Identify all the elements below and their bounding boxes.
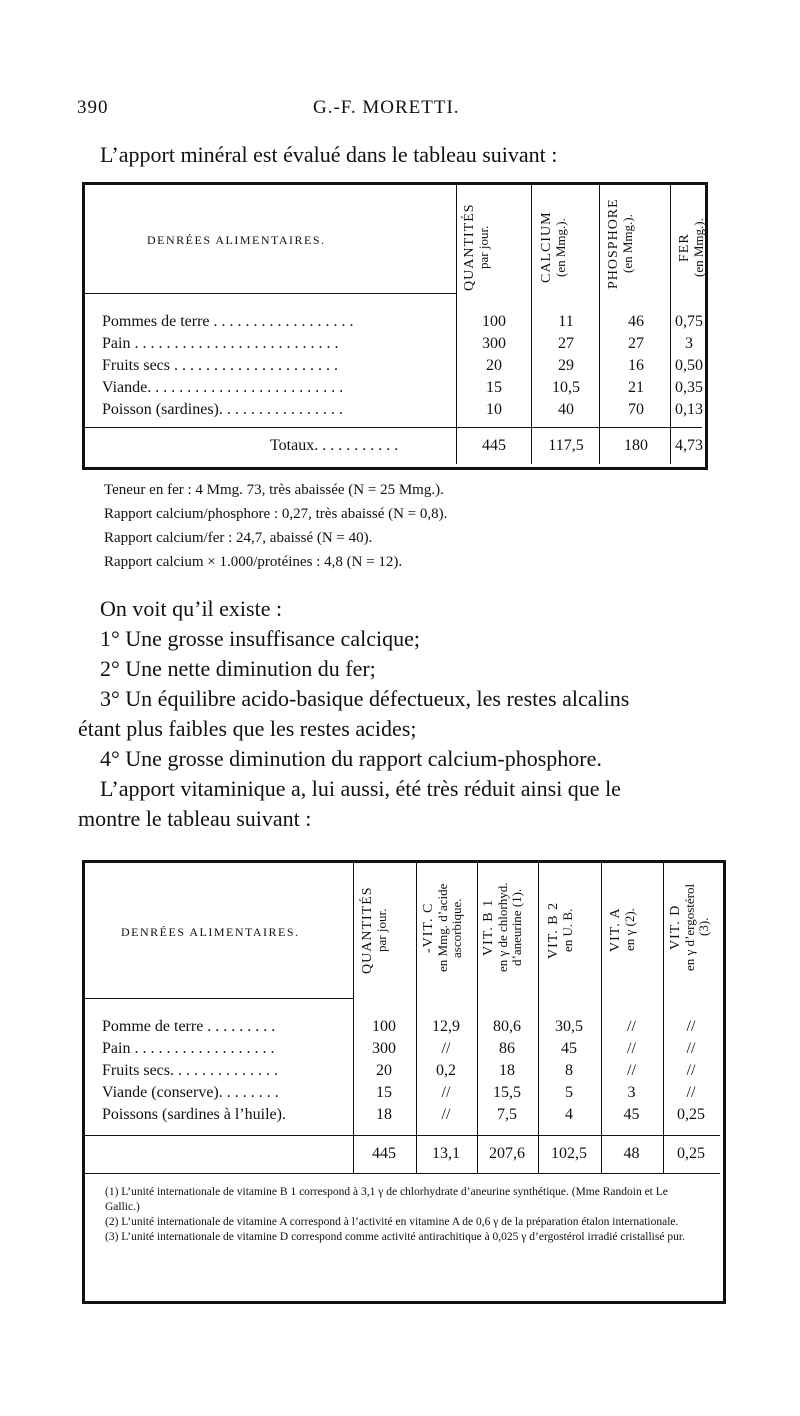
table-row: Viande (conserve). . . . . . . . 15 // 15,5 5 3 //	[102, 1084, 696, 1101]
table1-notes: Teneur en fer : 4 Mmg. 73, très abaissée (N = 25 Mmg.). Rapport calcium/phosphore : 0,27, très abaissé (N = 0,8). Rapport calcium/fer : 24,7, abaissé (N = 40). Rapport calcium × 1.000/protéines : 4,8 (N = 12).	[104, 482, 448, 570]
page-number: 390	[77, 97, 109, 118]
table-row: Viande. . . . . . . . . . . . . . . . . . . . . . . . . 15 10,5 21 0,35	[102, 379, 703, 396]
table-row: Poissons (sardines à l’huile). 18 // 7,5 4 45 0,25	[102, 1106, 705, 1123]
table-row: Pomme de terre . . . . . . . . . 100 12,9 80,6 30,5 // //	[102, 1018, 696, 1035]
running-author: G.-F. MORETTI.	[313, 97, 460, 118]
table-row: Fruits secs . . . . . . . . . . . . . . . . . . . . . 20 29 16 0,50	[102, 357, 703, 374]
table-row: Pommes de terre . . . . . . . . . . . . . . . . . . 100 11 46 0,75	[102, 313, 703, 330]
intro-paragraph: L’apport minéral est évalué dans le tableau suivant :	[100, 142, 558, 167]
table1-total-row: Totaux. . . . . . . . . . . 445 117,5 180 4,73	[270, 437, 703, 454]
footnote: (3) L’unité internationale de vitamine D correspond comme activité antirachitique à 0,025 γ d’ergostérol irradié cristallisé pur.	[105, 1231, 685, 1243]
table2-header-quantites: QUANTITÉS par jour.	[360, 886, 389, 974]
table2-footnotes	[105, 1185, 705, 1245]
table2-header-vit-b2: VIT. B 2 en U. B.	[546, 901, 575, 959]
footnote: (2) L’unité internationale de vitamine A correspond à l’activité en vitamine A de 0,6 γ de la préparation étalon internationale.	[105, 1216, 679, 1228]
table2-body	[102, 1018, 720, 1128]
table1-body	[102, 313, 702, 423]
table1-col-label: DENRÉES ALIMENTAIRES.	[147, 233, 326, 247]
table-row: Poisson (sardines). . . . . . . . . . . . . . . . 10 40 70 0,13	[102, 401, 703, 418]
table-row: Pain . . . . . . . . . . . . . . . . . . 300 // 86 45 // //	[102, 1040, 696, 1057]
table2-col-label: DENRÉES ALIMENTAIRES.	[121, 925, 300, 939]
table2-header-vit-c: -VIT. C en Mmg. d’acide ascorbique.	[421, 883, 464, 973]
footnote: (1) L’unité internationale de vitamine B 1 correspond à 3,1 γ de chlorhydrate d’aneurine synthétique. (Mme Randoin et Le Gallic.)	[105, 1186, 668, 1213]
table2-header-vit-a: VIT. A en γ (2).	[608, 907, 637, 953]
vitamin-table	[82, 860, 726, 1304]
table-row: Pain . . . . . . . . . . . . . . . . . . . . . . . . . . 300 27 27 3	[102, 335, 693, 352]
table2-total-row: 445 13,1 207,6 102,5 48 0,25	[372, 1145, 705, 1162]
table-row: Fruits secs. . . . . . . . . . . . . . 20 0,2 18 8 // //	[102, 1062, 696, 1079]
table2-header-vit-d: VIT. D en γ d’ergostérol (3).	[668, 883, 711, 971]
table1-header-quantites: QUANTITÉS par jour.	[462, 203, 491, 292]
table1-header-phosphore: PHOSPHORE (en Mmg.).	[606, 198, 635, 290]
mineral-table	[82, 182, 708, 470]
table2-header-vit-b1: VIT. B 1 en γ de chlorhyd. d’aneurine (1).	[481, 882, 524, 972]
table1-header-fer: FER (en Mmg.).	[677, 218, 706, 277]
body-text: On voit qu’il existe : 1° Une grosse insuffisance calcique; 2° Une nette diminution du fer; 3° Un équilibre acido-basique défectueux, les restes alcalins étant plus faibles que les restes acides; 4° Une grosse diminution du rapport calcium-phosphore. L’apport vitaminique a, lui aussi, été très réduit ainsi que le montre le tableau suivant :	[78, 596, 630, 831]
table1-header-calcium: CALCIUM (en Mmg.).	[539, 211, 568, 284]
